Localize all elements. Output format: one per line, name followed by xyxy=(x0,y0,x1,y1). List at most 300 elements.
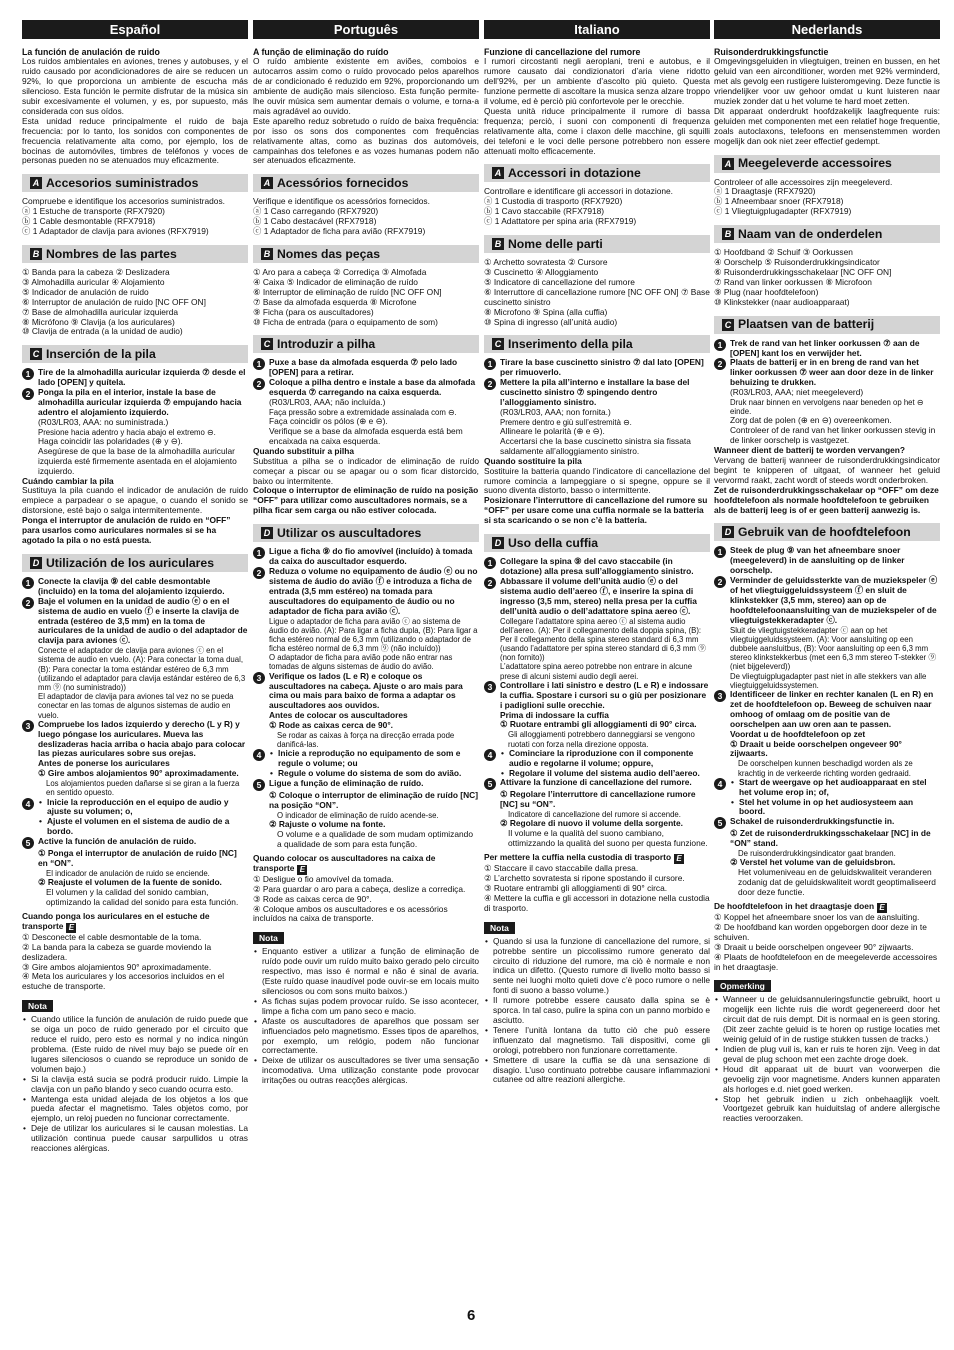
step-text: Ponga la pila en el interior, instale la base de almohadilla auricular izquierda ⑦ empujando hacia adentro el alojamiento izquierdo. xyxy=(38,387,242,417)
section-d-header xyxy=(484,534,710,552)
step-text: Controllare i lati sinistro e destro (L e R) e indossare la cuffia. Spostare i cursori su o giù per posizionare i padiglioni sulle orecchie. xyxy=(500,679,709,710)
note-item: • Smettere di usare la cuffia se dà una sensazione di disagio. L’uso continuato potrebbe causare infiammazioni cutanee od altre reazioni allergiche. xyxy=(484,1056,710,1086)
section-c-header xyxy=(253,335,479,353)
list-item: ① Banda para la cabeza ② Deslizadera xyxy=(22,266,170,277)
volume-readjust-instruction: ② Verstel het volume van de geluidsbron. xyxy=(730,857,896,868)
battery-replace-text: Sustituya la pila cuando el indicador de anulación de ruido empiece a parpadear o se apague, o cuando el sonido se distorsione, esté bajo o salga intermitentemente. xyxy=(22,485,248,516)
use-step-4 xyxy=(714,778,940,818)
section-letter-b-icon: B xyxy=(492,238,504,250)
section-a-title: Meegeleverde accessoires xyxy=(738,156,892,171)
battery-step-1 xyxy=(253,358,479,378)
step-number-2-icon: 2 xyxy=(714,358,726,370)
section-b-title: Nombres de las partes xyxy=(46,246,177,261)
step-number-1-icon: 1 xyxy=(22,577,34,589)
list-item: ⑤ Indicador de anulación de ruido xyxy=(22,286,149,297)
list-item: ⑧ Microfono ⑨ Spina (alla cuffia) xyxy=(484,306,608,317)
battery-check: Accertarsi che la base cuscinetto sinistra sia fissata saldamente all’alloggiamento sinistro. xyxy=(500,435,691,456)
list-item: ④ Oorschelp ⑤ Ruisonderdrukkingsindicator xyxy=(714,257,880,268)
list-item: ① Koppel het afneembare snoer los van de aansluiting. xyxy=(714,912,920,922)
battery-off-text: Posizionare l’interruttore di cancellazione del rumore su “OFF” per usare come una cuffia normale se la batteria si sta scaricando o se non c’è la batteria. xyxy=(484,495,708,526)
list-item: ⑧ Micrófono ⑨ Clavija (a los auriculares) xyxy=(22,316,175,327)
nc-indicator-note: Indicatore di cancellazione del rumore si accende. xyxy=(508,810,681,820)
adapter-info: Conecte el adaptador de clavija para aviones ⓒ en el sistema de audio en vuelo. (A): Para conectar la toma dual, (B): Para conectar la toma estándar estéreo de 6,3 mm (utilizando el adaptador para clavija estándar estéreo de 6,3 mm ⑨ (no suministrado)) xyxy=(38,646,246,692)
list-item: ⑩ Ficha de entrada (para o equipamento de som) xyxy=(253,316,438,327)
intro-text-2: Esta unidad reduce principalmente el ruido de baja frecuencia: por lo tanto, los sonidos con componentes de frecuencia relativamente alta como, por ejemplo, los de bocinas de automóviles, timbres de teléfonos y voces de personas pueden no se atenuados muy eficazmente. xyxy=(22,115,248,166)
rotate-instruction: ① Rode as caixas cerca de 90°. xyxy=(269,720,393,731)
rotate-warning: Los alojamientos pueden dañarse si se giran a la fuerza en sentido opuesto. xyxy=(46,779,240,798)
section-letter-a-icon: A xyxy=(261,177,273,189)
language-header: Español xyxy=(22,20,248,39)
note-item: • Afaste os auscultadores de aparelhos que possam ser influenciados pelo magnetismo. Esses tipos de aparelhos, por exemplo, um relógio, podem não funcionar correctamente. xyxy=(253,1017,479,1057)
volume-quality-note: O volume e a qualidade de som mudam optimizando a qualidade de som para esta função. xyxy=(277,829,473,849)
section-letter-d-icon: D xyxy=(722,526,734,538)
inflight-volume-instruction: • Ajuste el volumen en el sistema de audio de a bordo. xyxy=(38,817,248,837)
note-item: • Deixe de utilizar os auscultadores se tiver uma sensação incomodativa. Uma utilização constante pode provocar irritações ou outras reacções alérgicas. xyxy=(253,1056,479,1086)
list-item: ① Staccare il cavo staccabile dalla presa. xyxy=(484,863,639,874)
before-wearing-title: Antes de ponerse los auriculares xyxy=(38,758,170,769)
step-text: Ligue a função de eliminação de ruído. xyxy=(269,778,424,789)
list-item: ⓐ 1 Custodia di trasporto (RFX7920) xyxy=(484,196,623,207)
step-text: Verifique os lados (L e R) e coloque os auscultadores na cabeça. Ajuste o aro mais para cima ou mais para baixo de forma a adaptar os auscultadores aos ouvidos. xyxy=(269,670,463,711)
section-letter-d-icon: D xyxy=(30,557,42,569)
step-number-1-icon: 1 xyxy=(714,546,726,558)
list-item: ③ Draait u beide oorschelpen ongeveer 90° zijwaarts. xyxy=(714,941,914,952)
before-wearing-title: Antes de colocar os auscultadores xyxy=(269,710,408,721)
list-item: ⓒ 1 Vliegtuigplugadapter (RFX7919) xyxy=(714,206,852,217)
battery-polarity: Faça coincidir os pólos (⊕ e ⊖). xyxy=(269,416,388,427)
use-step-2 xyxy=(484,577,710,617)
list-item: ⑤ Indicatore di cancellazione del rumore xyxy=(484,276,635,287)
notes-list xyxy=(253,947,479,1086)
step-text: Steek de plug ⑨ van het afneembare snoer (meegeleverd) in de aansluiting op de linker oorschelp. xyxy=(730,545,905,576)
battery-step-2 xyxy=(22,388,248,418)
step-number-2-icon: 2 xyxy=(714,576,726,588)
note-item: • Cuando utilice la función de anulación de ruido puede que se oiga un poco de ruido generado por el circuito que reduce el ruido, pero esto es normal y no indica ningún problema. (Este ruido de nivel muy bajo se puede oír en lugares silenciosos o cuando se reproduce un sonido de volumen bajo.) xyxy=(22,1015,248,1074)
section-letter-c-icon: C xyxy=(261,338,273,350)
battery-replace-text: Vervang de batterij wanneer de ruisonderdrukkingsindicator begint te knipperen of uitgaat, of wanneer het geluid vervormd raakt, zacht wordt of steeds wordt onderbroken. xyxy=(714,455,940,485)
battery-step-2 xyxy=(484,378,710,408)
list-item: ④ Coloque ambos os auscultadores e os acessórios incluídos na caixa de transporte. xyxy=(253,903,448,924)
step-number-1-icon: 1 xyxy=(253,547,265,559)
section-c-header xyxy=(714,316,940,334)
rotate-instruction: ① Gire ambos alojamientos 90° aproximadamente. xyxy=(38,768,239,779)
battery-check: Asegúrese de que la base de la almohadilla auricular izquierda esté firmemente asentada en el alojamiento izquierdo. xyxy=(38,445,237,476)
section-letter-c-icon: C xyxy=(492,338,504,350)
battery-replace-title: Wanneer dient de batterij te worden vervangen? xyxy=(714,445,905,456)
adapter-note: El adaptador de clavija para aviones tal vez no se pueda conectar en las tomas de algunos sistemas de audio en vuelo. xyxy=(38,692,234,720)
storage-title-text: Quando colocar os auscultadores na caixa de transporte xyxy=(253,852,436,873)
list-item: ② De hoofdband kan worden opgeborgen door deze in te schuiven. xyxy=(714,921,927,942)
parts-list xyxy=(253,268,479,327)
step-text: Collegare la spina ⑨ del cavo staccabile (in dotazione) alla presa sull’alloggiamento sinistro. xyxy=(500,556,694,576)
battery-type: (R03/LR03, AAA; não incluída.) xyxy=(269,397,386,408)
volume-readjust-instruction: ② Rajuste o volume na fonte. xyxy=(269,819,386,830)
nc-indicator-note: O indicador de eliminação de ruído acende-se. xyxy=(277,811,439,820)
section-letter-d-icon: D xyxy=(261,527,273,539)
step-text: Verminder de geluidssterkte van de muziekspeler ⓔ of het vliegtuiggeluidssysteem ⓕ en sluit de klinkstekker (3,5 mm, stereo) aan op de hoofdtelefoonaansluiting van de muziekspeler of de vliegtuigstekkeradapter ⓒ. xyxy=(730,575,938,625)
step-text: Schakel de ruisonderdrukkingsfunctie in. xyxy=(730,816,895,827)
intro-text: Los ruidos ambientales en aviones, trenes y autobuses, y el ruido causado por acondicionadores de aire se reducen un 92%, lo que proporciona un ambiente de escucha más silencioso. Esta función le permite disfrutar de la música sin subir excesivamente el volumen, y es, por supuesto, más considerada con sus oídos. xyxy=(22,56,248,116)
battery-hint: Druk naar binnen en vervolgens naar beneden op het ⊖ einde. xyxy=(730,398,924,417)
note-label: Nota xyxy=(22,1000,53,1012)
use-step-3 xyxy=(22,720,248,760)
accessory-list xyxy=(22,197,248,237)
playback-instruction: • Inicie la reproducción en el equipo de audio y ajuste su volumen; o, xyxy=(38,798,248,818)
note-item: • Mantenga esta unidad alejada de los objetos a los que pueda afectar el magnetismo. Tales objetos como, por ejemplo, un reloj pueden no funcionar correctamente. xyxy=(22,1095,248,1125)
section-d-title: Utilizar os auscultadores xyxy=(277,525,422,540)
note-item: • Wanneer u de geluidsannuleringsfunctie gebruikt, hoort u mogelijk een lichte ruis die wordt gegenereerd door het circuit dat de ruis dempt. Dit is normaal en is geen storing. (Dit zeer zachte geluid is te horen op rustige locaties met weinig geluid of in de rustige stukken tussen de tracks.) xyxy=(714,995,940,1045)
accessory-list xyxy=(484,187,710,227)
volume-quality-note: El volumen y la calidad del sonido cambian, optimizando la calidad del sonido para esta función. xyxy=(46,887,239,907)
note-label: Nota xyxy=(484,922,515,934)
list-item: ② La banda para la cabeza se guarde moviendo la deslizadera. xyxy=(22,941,212,962)
list-item: ⑩ Klinkstekker (naar audioapparaat) xyxy=(714,296,850,307)
inflight-volume-instruction: • Regule o volume do sistema de som do avião. xyxy=(269,769,479,779)
intro-text-2: Dit apparaat onderdrukt hoofdzakelijk laagfrequente ruis: geluiden met componenten met een relatief hoge frequentie, zoals autoclaxons, telefoons en mensenstemmen worden mogelijk dan ook niet zeer effectief gedempt. xyxy=(714,105,940,146)
list-item: ⓑ 1 Cable desmontable (RFX7918) xyxy=(22,216,156,227)
step-text: Attivare la funzione di cancellazione del rumore. xyxy=(500,777,692,788)
section-letter-a-icon: A xyxy=(492,167,504,179)
intro-title: A função de eliminação do ruído xyxy=(253,47,389,57)
step-number-3-icon: 3 xyxy=(484,681,496,693)
storage-steps xyxy=(253,875,479,925)
battery-step-2 xyxy=(253,378,479,398)
parts-list xyxy=(22,268,248,337)
language-header: Nederlands xyxy=(714,20,940,39)
section-c-header xyxy=(484,335,710,353)
volume-quality-note: Il volume e la qualità del suono cambiano, ottimizzando la qualità del suono per questa funzione. xyxy=(508,828,708,849)
intro-title: Funzione di cancellazione del rumore xyxy=(484,47,641,57)
section-d-title: Gebruik van de hoofdtelefoon xyxy=(738,525,911,540)
battery-replace-title: Cuándo cambiar la pila xyxy=(22,475,114,486)
page-number: 6 xyxy=(467,1307,476,1324)
parts-list xyxy=(714,248,940,307)
section-b-header xyxy=(253,245,479,263)
volume-quality-note: Het volumeniveau en de geluidskwaliteit veranderen zodanig dat de geluidskwaliteit wordt geoptimaliseerd door deze functie. xyxy=(738,867,936,898)
storage-title xyxy=(253,854,479,875)
adapter-info: Sluit de vliegtuigstekkeradapter ⓒ aan op het vliegtuiggeluidssysteem. (A): Voor aansluiting op een dubbele aansluitbus, (B): Voor aansluiting op een 6,3 mm stereo klinkstekkerbus (met een 6,3 mm stereo T-stekker ⑨ (niet bijgeleverd)) xyxy=(730,625,937,672)
list-item: ④ Meta los auriculares y los accesorios incluidos en el estuche de transporte. xyxy=(22,971,225,992)
section-c-header xyxy=(22,345,248,363)
use-step-3 xyxy=(253,672,479,712)
use-step-3 xyxy=(484,681,710,711)
note-item: • Enquanto estiver a utilizar a função de eliminação de ruído pode ouvir um ruído muito baixo gerado pelo circuito respectivo, mas isso é normal e não é sinal de avaria. (Este ruído quase inaudível pode ouvir-se em locais muito silenciosos ou com sons muito baixos.) xyxy=(253,947,479,997)
intro-text-2: Questa unità riduce principalmente il rumore di bassa frequenza; perciò, i suoni con componenti di frequenza relativamente alta, come i claxon delle macchine, gli squilli dei telefoni e le voci delle persone potrebbero non essere attenuati molto efficacemente. xyxy=(484,105,710,156)
list-item: ⑩ Spina di ingresso (all’unità audio) xyxy=(484,316,618,327)
storage-steps xyxy=(714,913,940,972)
column-it xyxy=(484,20,710,1340)
list-item: ⓐ 1 Draagtasje (RFX7920) xyxy=(714,186,816,197)
use-step-4 xyxy=(22,798,248,838)
playback-instruction: • Start de weergave op het audioapparaat en stel het volume erop in; of, xyxy=(730,778,940,798)
before-wearing-title: Voordat u de hoofdtelefoon op zet xyxy=(730,728,866,739)
language-header: Italiano xyxy=(484,20,710,39)
volume-readjust-instruction: ② Regolare di nuovo il volume della sorgente. xyxy=(500,818,683,829)
step-number-4-icon: 4 xyxy=(253,749,265,761)
step-number-2-icon: 2 xyxy=(22,388,34,400)
list-item: ⑦ Rand van linker oorkussen ⑧ Microfoon xyxy=(714,276,872,287)
adapter-note: L’adattatore spina aereo potrebbe non entrare in alcune prese di alcuni sistemi audio degli aerei. xyxy=(500,662,693,681)
step-number-5-icon: 5 xyxy=(484,778,496,790)
section-d-header xyxy=(22,554,248,572)
use-step-1 xyxy=(22,577,248,597)
section-a-title: Acessórios fornecidos xyxy=(277,176,409,191)
step-number-5-icon: 5 xyxy=(714,817,726,829)
section-letter-e-icon: E xyxy=(674,854,684,864)
section-b-header xyxy=(22,245,248,263)
column-es xyxy=(22,20,248,1340)
step-text: Tire de la almohadilla auricular izquierda ⑦ desde el lado [OPEN] y quítela. xyxy=(38,367,246,388)
storage-title-text: Per mettere la cuffia nella custodia di trasporto xyxy=(484,852,672,863)
use-step-1 xyxy=(253,547,479,567)
nc-indicator-note: De ruisonderdrukkingsindicator gaat branden. xyxy=(738,849,896,859)
list-item: ④ Caixa ⑤ Indicador de eliminação de ruído xyxy=(253,276,418,287)
section-letter-c-icon: C xyxy=(722,319,734,331)
step-text: Puxe a base da almofada esquerda ⑦ pelo lado [OPEN] para a retirar. xyxy=(269,357,458,378)
section-letter-b-icon: B xyxy=(261,248,273,260)
adapter-info: Ligue o adaptador de ficha para avião ⓒ ao sistema de áudio do avião. (A): Para ligar a ficha dupla, (B): Para ligar a ficha estéreo normal de 6,3 mm (utilizando o adaptador de ficha estéreo normal de 6,3 mm ⑨ (não incluído)) xyxy=(269,616,478,654)
notes-list xyxy=(22,1015,248,1154)
list-item: Verifique e identifique os acessórios fornecidos. xyxy=(253,196,430,207)
section-b-title: Nomes das peças xyxy=(277,246,380,261)
step-number-2-icon: 2 xyxy=(484,378,496,390)
list-item: ⑨ Ficha (para os auscultadores) xyxy=(253,306,374,317)
use-step-2 xyxy=(22,597,248,647)
nc-switch-instruction: ① Regolare l’interruttore di cancellazione rumore [NC] su “ON”. xyxy=(500,789,696,810)
step-number-1-icon: 1 xyxy=(484,557,496,569)
list-item: ⓑ 1 Afneembaar snoer (RFX7918) xyxy=(714,196,844,207)
list-item: ⑥ Ruisonderdrukkingsschakelaar [NC OFF ON] xyxy=(714,266,892,277)
note-label: Nota xyxy=(253,932,284,944)
section-letter-c-icon: C xyxy=(30,348,42,360)
list-item: ⑥ Interruptor de anulación de ruido [NC OFF ON] xyxy=(22,296,206,307)
step-text: Active la función de anulación de ruido. xyxy=(38,836,197,847)
rotate-warning: De oorschelpen kunnen beschadigd worden als ze krachtig in de verkeerde richting worden gedraaid. xyxy=(738,759,913,778)
list-item: ⓐ 1 Estuche de transporte (RFX7920) xyxy=(22,206,165,217)
before-wearing-title: Prima di indossare la cuffia xyxy=(500,709,609,720)
note-item: • Si la clavija está sucia se podrá producir ruido. Limpie la clavija con un paño blando y seco cuando ocurra esto. xyxy=(22,1075,248,1095)
rotate-warning: Se rodar as caixas à força na direcção errada pode danificá-las. xyxy=(277,731,455,750)
section-a-header xyxy=(484,164,710,182)
battery-hint: Presione hacia adentro y hacia abajo el extremo ⊖. xyxy=(38,427,216,437)
use-step-2 xyxy=(714,576,940,626)
list-item: Compruebe e identifique los accesorios suministrados. xyxy=(22,196,225,207)
section-a-title: Accesorios suministrados xyxy=(46,176,199,191)
section-letter-e-icon: E xyxy=(66,923,76,933)
list-item: ② Para guardar o aro para a cabeça, deslize a corrediça. xyxy=(253,883,466,894)
list-item: ⑩ Clavija de entrada (a la unidad de audio) xyxy=(22,326,183,337)
step-number-5-icon: 5 xyxy=(253,779,265,791)
battery-type: (R03/LR03, AAA: no suministrada.) xyxy=(38,416,169,427)
list-item: ① Hoofdband ② Schuif ③ Oorkussen xyxy=(714,247,853,258)
step-number-2-icon: 2 xyxy=(22,597,34,609)
step-text: Compruebe los lados izquierdo y derecho (L y R) y luego póngase los auriculares. Mueva las deslizaderas hacia arriba o hacia abajo para colocar las piezas auriculares sobre sus orejas. xyxy=(38,718,246,759)
note-label: Opmerking xyxy=(714,980,771,992)
section-b-header xyxy=(714,225,940,243)
step-number-3-icon: 3 xyxy=(714,690,726,702)
section-c-title: Inserimento della pila xyxy=(508,337,633,352)
battery-off-text: Ponga el interruptor de anulación de ruido en “OFF” para usarlos como auriculares normales si se ha agotado la pila o no está puesta. xyxy=(22,515,231,545)
list-item: ⑥ Interruptor de eliminação de ruído [NC OFF ON] xyxy=(253,286,442,297)
note-item: • Il rumore potrebbe essere causato dalla spina se è sporca. In tal caso, pulire la spina con un panno morbido e asciutto. xyxy=(484,996,710,1026)
storage-title-text: Cuando ponga los auriculares en el estuche de transporte xyxy=(22,910,210,931)
section-letter-a-icon: A xyxy=(30,177,42,189)
storage-title xyxy=(22,912,248,933)
note-item: • Quando si usa la funzione di cancellazione del rumore, si potrebbe sentire un piccolissimo rumore generato dal circuito di riduzione del rumore, ma ciò è normale e non indica un difetto. (Questo rumore di livello molto basso si sente nei luoghi molto quieti dove c’è poco rumore o nelle fonti di suono a basso volume.) xyxy=(484,937,710,996)
battery-replace-title: Quando sostituire la pila xyxy=(484,455,582,466)
battery-polarity: Zorg dat de polen (⊕ en ⊖) overeenkomen. xyxy=(730,415,892,426)
step-number-4-icon: 4 xyxy=(714,778,726,790)
list-item: ⑦ Base de almohadilla auricular izquierda xyxy=(22,306,179,317)
adapter-info: Collegare l’adattatore spina aereo ⓒ al sistema audio dell’aereo. (A): Per il collegamento della doppia spina, (B): Per il collegamento della spina stereo standard di 6,3 mm (usando l’adattatore per spina stereo standard di 6,3 mm ⑨ (non fornito)) xyxy=(500,616,706,663)
step-number-1-icon: 1 xyxy=(484,358,496,370)
parts-list xyxy=(484,258,710,327)
battery-step-2 xyxy=(714,358,940,388)
section-a-header xyxy=(22,174,248,192)
column-pt xyxy=(253,20,479,1340)
battery-hint: Premere dentro e giù sull’estremità ⊖. xyxy=(500,417,632,427)
list-item: ⓑ 1 Cabo destacável (RFX7918) xyxy=(253,216,377,227)
storage-title-text: De hoofdtelefoon in het draagtasje doen xyxy=(714,901,875,911)
list-item: ⑨ Plug (naar hoofdtelefoon) xyxy=(714,286,819,297)
section-letter-e-icon: E xyxy=(877,903,887,913)
step-text: Tirare la base cuscinetto sinistro ⑦ dal lato [OPEN] per rimuoverlo. xyxy=(500,357,704,378)
step-number-4-icon: 4 xyxy=(484,749,496,761)
list-item: Controleer of alle accessoires zijn meegeleverd. xyxy=(714,176,893,187)
section-letter-e-icon: E xyxy=(297,865,307,875)
nc-switch-instruction: ① Zet de ruisonderdrukkingsschakelaar [NC] in de “ON” stand. xyxy=(730,828,931,849)
column-nl xyxy=(714,20,940,1340)
section-d-title: Utilización de los auriculares xyxy=(46,555,214,570)
list-item: ④ Plaats de hoofdtelefoon en de meegeleverde accessoires in het draagtasje. xyxy=(714,951,938,972)
section-c-title: Introduzir a pilha xyxy=(277,337,376,352)
step-text: Mettere la pila all’interno e installare la base del cuscinetto sinistro ⑦ spingendo dentro l’alloggiamento sinistro. xyxy=(500,377,690,408)
note-item: • Tenere l’unità lontana da tutto ciò che può essere influenzato dal magnetismo. Tali dispositivi, come gli orologi, potrebbero non funzionare correttamente. xyxy=(484,1026,710,1056)
storage-steps xyxy=(484,864,710,914)
list-item: ④ Mettere la cuffia e gli accessori in dotazione nella custodia di trasporto. xyxy=(484,892,710,913)
step-number-4-icon: 4 xyxy=(22,798,34,810)
section-a-header xyxy=(714,155,940,173)
section-d-title: Uso della cuffia xyxy=(508,535,599,550)
battery-hint: Faça pressão sobre a extremidade assinalada com ⊖. xyxy=(269,407,457,417)
step-text: Trek de rand van het linker oorkussen ⑦ aan de [OPEN] kant los en verwijder het. xyxy=(730,337,920,358)
step-text: Identificeer de linker en rechter kanalen (L en R) en zet de hoofdtelefoon op. Beweeg de schuiven naar omhoog of omlaag om de positie van de oorschelpen aan uw oren aan te passen. xyxy=(730,689,934,729)
intro-text: O ruído ambiente existente em aviões, comboios e autocarros assim como o ruído provocado pelos aparelhos de ar condicionado é reduzido em 92%, proporcionando um ambiente de audição mais silencioso. Esta função permite-lhe ouvir música sem aumentar demais o volume, e torna-a mais agradável ao ouvido. xyxy=(253,56,479,116)
step-number-2-icon: 2 xyxy=(253,567,265,579)
step-number-2-icon: 2 xyxy=(484,577,496,589)
note-item: • Stop het gebruik indien u zich onbehaaglijk voelt. Voortgezet gebruik kan huiduitslag of andere allergische reacties veroorzaken. xyxy=(714,1095,940,1125)
section-letter-a-icon: A xyxy=(722,158,734,170)
note-item: • As fichas sujas podem provocar ruído. Se isso acontecer, limpe a ficha com um pano seco e macio. xyxy=(253,997,479,1017)
list-item: ① Aro para a cabeça ② Corrediça ③ Almofada xyxy=(253,266,427,277)
step-text: Plaats de batterij er in en breng de rand van het linker oorkussen ⑦ weer aan door deze in de linker behuizing te drukken. xyxy=(730,357,934,388)
use-step-4 xyxy=(253,749,479,779)
step-number-3-icon: 3 xyxy=(22,720,34,732)
playback-instruction: • Inicie a reprodução no equipamento de som e regule o volume; ou xyxy=(269,749,479,769)
nc-switch-instruction: ① Coloque o interruptor de eliminação de ruído [NC] na posição “ON”. xyxy=(269,790,478,811)
battery-replace-text: Substitua a pilha se o indicador de eliminação de ruído começar a piscar ou se apagar ou o som ficar distorcido, baixo ou intermitente. xyxy=(253,455,479,486)
battery-check: Controleer of de rand van het linker oorkussen stevig in de linker oorschelp is vastgezet. xyxy=(730,425,936,446)
battery-step-1 xyxy=(22,368,248,388)
list-item: ⑥ Interruttore di cancellazione rumore [NC OFF ON] ⑦ Base cuscinetto sinistro xyxy=(484,286,710,307)
step-number-5-icon: 5 xyxy=(22,837,34,849)
battery-replace-title: Quando substituir a pilha xyxy=(253,445,354,456)
note-item: • Deje de utilizar los auriculares si le causan molestias. La utilización continua puede causar sarpullidos u otras reacciones alérgicas. xyxy=(22,1124,248,1154)
intro-title: Ruisonderdrukkingsfunctie xyxy=(714,47,829,57)
section-letter-b-icon: B xyxy=(30,248,42,260)
storage-steps xyxy=(22,933,248,992)
step-number-1-icon: 1 xyxy=(22,368,34,380)
note-item: • Houd dit apparaat uit de buurt van voorwerpen die gevoelig zijn voor magnetisme. Anders kunnen apparaten als horloges e.d. niet goed werken. xyxy=(714,1065,940,1095)
notes-list xyxy=(484,937,710,1086)
section-letter-d-icon: D xyxy=(492,537,504,549)
language-header: Português xyxy=(253,20,479,39)
battery-off-text: Zet de ruisonderdrukkingsschakelaar op “OFF” om deze hoofdtelefoon als normale hoofdtelefoon te gebruiken als de batterij leeg is of er geen batterij aanwezig is. xyxy=(714,484,939,515)
section-c-title: Inserción de la pila xyxy=(46,347,156,362)
battery-step-1 xyxy=(484,358,710,378)
adapter-note: O adaptador de ficha para avião pode não entrar nas tomadas de alguns sistemas de áudio do avião. xyxy=(269,653,453,672)
use-step-4 xyxy=(484,749,710,779)
section-d-header xyxy=(253,524,479,542)
volume-readjust-instruction: ② Reajuste el volumen de la fuente de sonido. xyxy=(38,877,222,888)
step-text: Ligue a ficha ⑨ do fio amovível (incluído) à tomada da caixa do auscultador esquerdo. xyxy=(269,546,473,567)
inflight-volume-instruction: • Regolare il volume del sistema audio dell’aereo. xyxy=(500,769,710,779)
section-c-title: Plaatsen van de batterij xyxy=(738,317,875,332)
battery-type: (R03/LR03, AAA; non fornita.) xyxy=(500,406,611,417)
list-item: ② L’archetto sovratesta si ripone spostando il cursore. xyxy=(484,873,685,884)
use-step-2 xyxy=(253,567,479,617)
list-item: ⓐ 1 Caso carregando (RFX7920) xyxy=(253,206,379,217)
list-item: ③ Cuscinetto ④ Alloggiamento xyxy=(484,266,599,277)
step-text: Abbassare il volume dell’unità audio ⓔ o del sistema audio dell’aereo ⓕ, e inserire la spina di ingresso (3,5 mm, stereo) nella presa per la cuffia dell’unità audio o dell’adattatore spina aereo ⓒ. xyxy=(500,575,697,616)
nc-indicator-note: El indicador de anulación de ruido se enciende. xyxy=(46,869,210,878)
list-item: ⑦ Base da almofada esquerda ⑧ Microfone xyxy=(253,296,417,307)
step-text: Reduza o volume no equipamento de áudio ⓔ ou no sistema de áudio do avião ⓕ e introduza a ficha de entrada (3,5 mm estéreo) na tomada para auscultadores do equipamento de áudio ou no adaptador de ficha para avião ⓒ. xyxy=(269,566,478,616)
intro-text: Omgevingsgeluiden in vliegtuigen, treinen en bussen, en het geluid van een airconditioner, worden met 92% verminderd, met als gevolg een rustigere luisteromgeving. Deze functie is vriendelijker voor uw gehoor omdat u kunt luisteren naar muziek zonder dat u het volume te hard moet zetten. xyxy=(714,56,940,106)
list-item: ⓒ 1 Adaptador de ficha para avião (RFX7919) xyxy=(253,226,426,237)
notes-list xyxy=(714,995,940,1124)
step-number-1-icon: 1 xyxy=(714,339,726,351)
intro-text-2: Este aparelho reduz sobretudo o ruído de baixa frequência: por isso os sons dos componentes com frequências relativamente altas, como as buzinas dos automóveis, campainhas dos telefones e as vozes humanas podem não ser atenuados eficazmente. xyxy=(253,115,479,166)
step-number-3-icon: 3 xyxy=(253,672,265,684)
intro-text: I rumori circostanti negli aeroplani, treni e autobus, e il rumore causato dai condizionatori d’aria viene ridotto dell’92%, per un ambiente d’ascolto più quieto. Questa funzione permette di ascoltare la musica senza alzare troppo il volume, ed è perciò più confortevole per le orecchie. xyxy=(484,56,710,106)
list-item: ③ Ruotare entrambi gli alloggiamenti di 90° circa. xyxy=(484,883,668,893)
list-item: ⓒ 1 Adattatore per spina aria (RFX7919) xyxy=(484,216,637,227)
rotate-instruction: ① Draait u beide oorschelpen ongeveer 90° zijwaarts. xyxy=(730,738,902,759)
section-a-title: Accessori in dotazione xyxy=(508,166,641,181)
list-item: ① Desligue o fio amovível da tomada. xyxy=(253,873,394,884)
section-a-header xyxy=(253,174,479,192)
list-item: ③ Gire ambos alojamientos 90° aproximadamente. xyxy=(22,961,212,972)
step-number-1-icon: 1 xyxy=(253,358,265,370)
list-item: ③ Almohadilla auricular ④ Alojamiento xyxy=(22,276,165,287)
battery-polarity: Haga coincidir las polaridades (⊕ y ⊖). xyxy=(38,435,183,446)
accessory-list xyxy=(714,178,940,218)
note-item: • Indien de plug vuil is, kan er ruis te horen zijn. Veeg in dat geval de plug schoon met een zachte droge doek. xyxy=(714,1045,940,1065)
battery-check: Verifique se a base da almofada esquerda está bem encaixada na caixa esquerda. xyxy=(269,426,463,446)
section-letter-b-icon: B xyxy=(722,228,734,240)
list-item: ⓑ 1 Cavo staccabile (RFX7918) xyxy=(484,206,605,217)
section-d-header xyxy=(714,523,940,541)
battery-off-text: Coloque o interruptor de eliminação de ruído na posição “OFF” para utilizar como auscultadores normais, se a pilha ficar sem carga ou não estiver colocada. xyxy=(253,485,479,516)
nc-switch-instruction: ① Ponga el interruptor de anulación de ruido [NC] en “ON”. xyxy=(38,848,237,869)
playback-instruction: • Cominciare la riproduzione con il componente audio e regolarne il volume; oppure, xyxy=(500,749,710,769)
step-text: Baje el volumen en la unidad de audio ⓔ o en el sistema de audio en vuelo ⓕ e inserte la clavija de entrada (estéreo de 3,5 mm) en la toma de auriculares de la unidad de audio o del adaptador de clavija para aviones ⓒ. xyxy=(38,595,248,646)
inflight-volume-instruction: • Stel het volume in op het audiosysteem aan boord. xyxy=(730,798,940,818)
section-b-header xyxy=(484,235,710,253)
rotate-warning: Gli alloggiamenti potrebbero danneggiarsi se vengono ruotati con forza nella direzione opposta. xyxy=(508,730,695,749)
use-step-1 xyxy=(484,557,710,577)
